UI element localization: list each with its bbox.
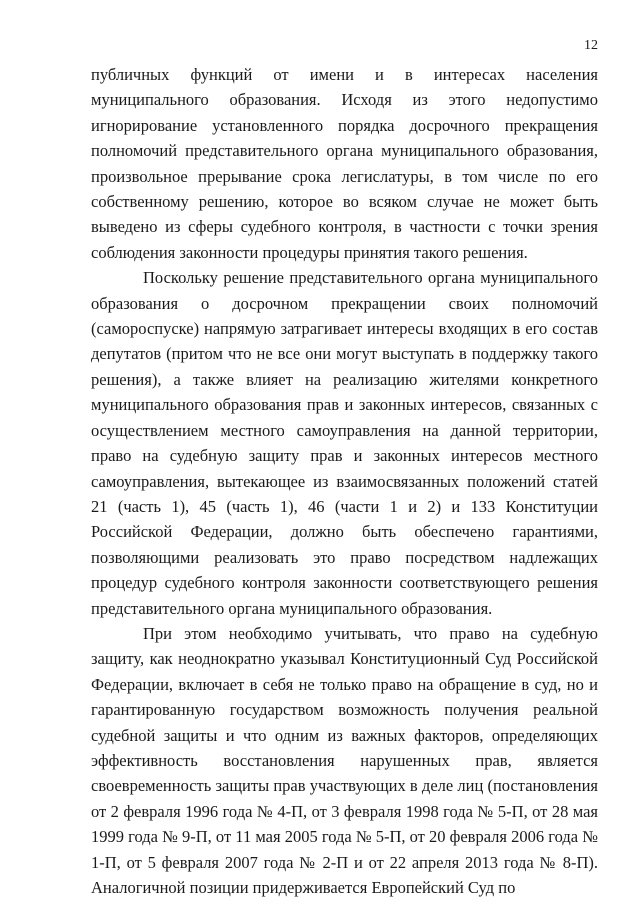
paragraph-2: Поскольку решение представительного органа муниципального образования о досрочном прекращении своих полномочий (самороспуске) напрямую затрагивает интересы входящих в его состав депутатов (притом что не все они могут выступать в поддержку такого решения), а также влияет на реализацию жителями конкретного муниципального образования прав и законных интересов, связанных с осуществлением местного самоуправления на данной территории, право на судебную защиту прав и законных интересов местного самоуправления, вытекающее из взаимосвязанных положений статей 21 (часть 1), 45 (часть 1), 46 (части 1 и 2) и 133 Конституции Российской Федерации, должно быть обеспечено гарантиями, позволяющими реализовать это право посредством надлежащих процедур судебного контроля законности соответствующего решения представительного органа муниципального образования. bbox=[91, 268, 598, 618]
paragraph-1: публичных функций от имени и в интересах населения муниципального образования. Исходя из этого недопустимо игнорирование установленного порядка досрочного прекращения полномочий представительного органа муниципального образования, произвольное прерывание срока легислатуры, в том числе по его собственному решению, которое во всяком случае не может быть выведено из сферы судебного контроля, в частности с точки зрения соблюдения законности процедуры принятия такого решения. bbox=[91, 65, 598, 262]
body-text bbox=[91, 62, 598, 900]
page-number: 12 bbox=[584, 38, 598, 53]
paragraph-3: При этом необходимо учитывать, что право на судебную защиту, как неоднократно указывал Конституционный Суд Российской Федерации, включает в себя не только право на обращение в суд, но и гарантированную государством возможность получения реальной судебной защиты и что одним из важных факторов, определяющих эффективность восстановления нарушенных прав, является своевременность защиты прав участвующих в деле лиц (постановления от 2 февраля 1996 года № 4-П, от 3 февраля 1998 года № 5-П, от 28 мая 1999 года № 9-П, от 11 мая 2005 года № 5-П, от 20 февраля 2006 года № 1-П, от 5 февраля 2007 года № 2-П и от 22 апреля 2013 года № 8-П). Аналогичной позиции придерживается Европейский Суд по bbox=[91, 623, 598, 897]
